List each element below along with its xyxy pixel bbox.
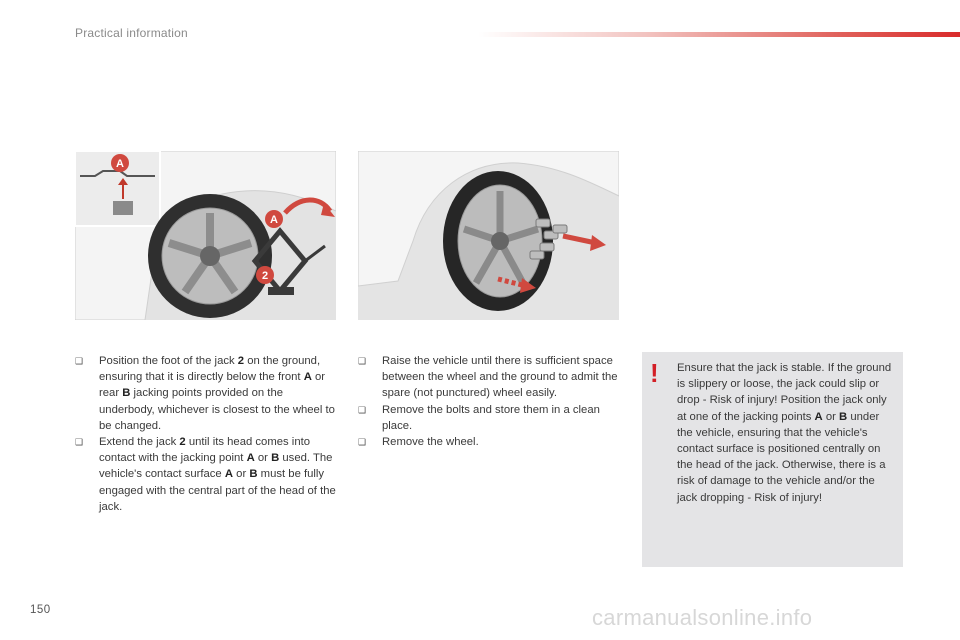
wheel-removal-illustration (358, 151, 619, 320)
bullet-marker-icon: ❑ (75, 356, 84, 366)
watermark: carmanualsonline.info (592, 605, 813, 630)
callout-a: A (270, 214, 278, 226)
list-item: ❑ Remove the wheel. (358, 434, 624, 450)
bullet-marker-icon: ❑ (358, 437, 367, 448)
page-number: 150 (30, 604, 51, 616)
instructions-column-2 (358, 353, 624, 450)
callout-a-inset: A (116, 158, 124, 170)
list-item: ❑ Extend the jack 2 until its head comes into contact with the jacking point A or B used. The vehicle's contact surface A or B must be fully engaged with the central part of the head of the jack. (75, 436, 336, 513)
bullet-marker-icon: ❑ (358, 356, 367, 366)
header-accent-bar (478, 32, 960, 37)
warning-exclamation-icon: ! (650, 358, 659, 388)
jack-positioning-illustration (75, 151, 336, 320)
list-item: ❑ Remove the bolts and store them in a clean place. (358, 403, 600, 432)
section-title: Practical information (75, 26, 188, 40)
callout-2: 2 (261, 270, 269, 282)
bullet-marker-icon: ❑ (75, 437, 84, 448)
list-item: ❑ Raise the vehicle until there is sufficient space between the wheel and the ground to admit the spare (not punctured) wheel easily. (358, 355, 618, 400)
instructions-column-1 (75, 353, 340, 515)
warning-box (642, 352, 903, 567)
list-item: ❑ Position the foot of the jack 2 on the ground, ensuring that it is directly below the front A or rear B jacking points provided on the underbody, whichever is closest to the wheel to be changed. (75, 355, 335, 432)
warning-text: Ensure that the jack is stable. If the ground is slippery or loose, the jack could slip or drop - Risk of injury! Position the jack only at one of the jacking points A or B under the vehicle, ensuring that the vehicle's contact surface is positioned centrally on the head of the jack. Otherwise, there is a risk of damage to the vehicle and/or the jack dropping - Risk of injury! (677, 362, 892, 504)
bullet-marker-icon: ❑ (358, 404, 367, 415)
